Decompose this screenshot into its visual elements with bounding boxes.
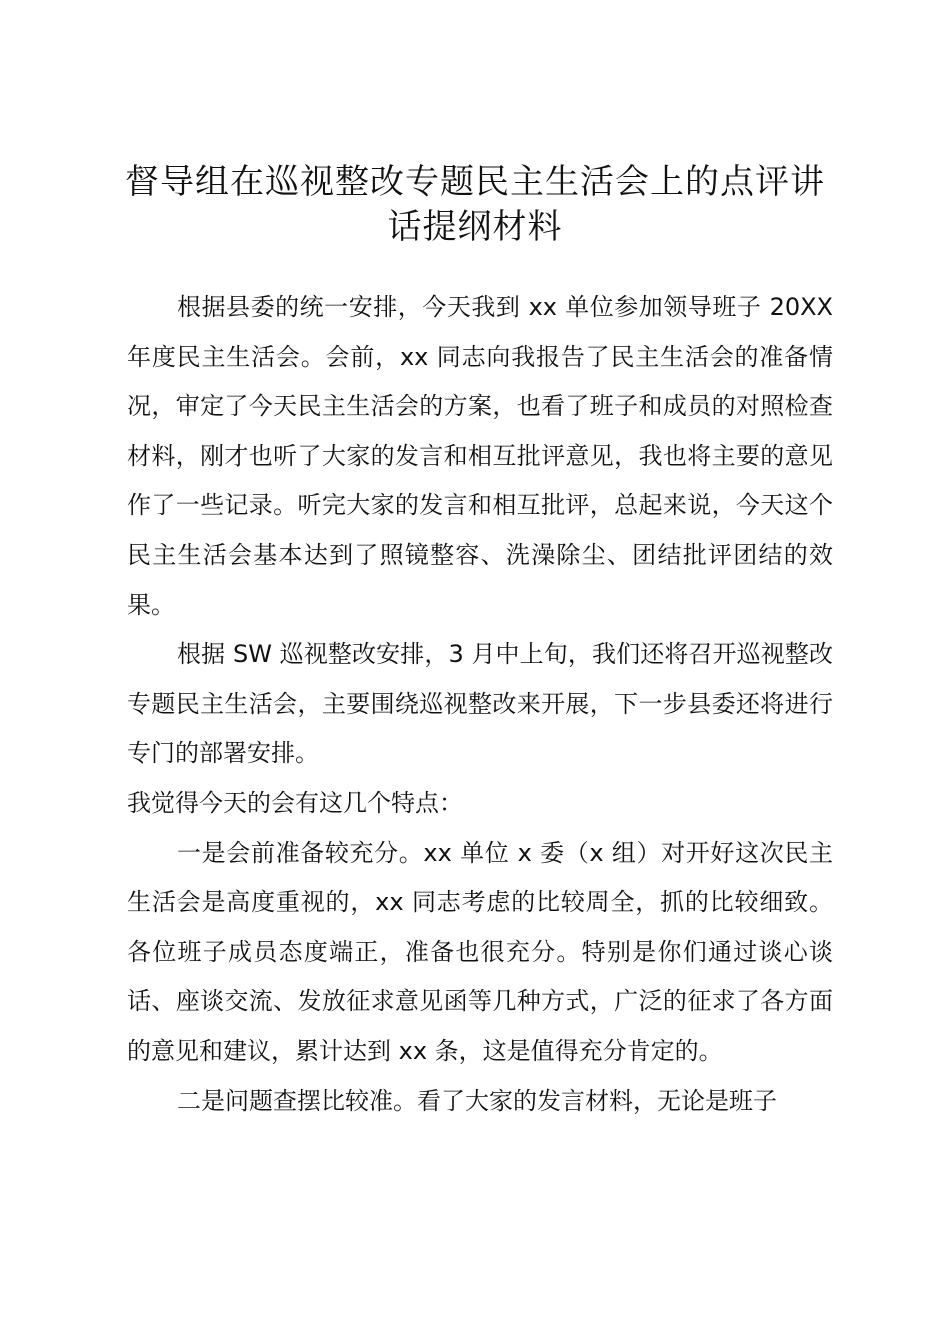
- document-body: [127, 283, 833, 1126]
- title-line-1: 督导组在巡视整改专题民主生活会上的点评讲: [125, 162, 825, 202]
- paragraph-point-two: 二是问题查摆比较准。看了大家的发言材料，无论是班子: [177, 1086, 777, 1115]
- paragraph-features-lead: 我觉得今天的会有这几个特点：: [127, 788, 463, 817]
- paragraph-point-one: 一是会前准备较充分。xx 单位 x 委（x 组）对开好这次民主生活会是高度重视的，xx 同志考虑的比较周全，抓的比较细致。各位班子成员态度端正，准备也很充分。特别是你们通过谈心谈话、座谈交流、发放征求意见函等几种方式，广泛的征求了各方面的意见和建议，累计达到 xx 条，这是值得充分肯定的。: [127, 838, 833, 1065]
- document-title: [110, 160, 840, 250]
- title-line-2: 话提纲材料: [387, 207, 563, 247]
- paragraph-rectification-plan: 根据 SW 巡视整改安排，3 月中上旬，我们还将召开巡视整改专题民主生活会，主要围绕巡视整改来开展，下一步县委还将进行专门的部署安排。: [127, 640, 833, 768]
- paragraph-intro: 根据县委的统一安排，今天我到 xx 单位参加领导班子 20XX 年度民主生活会。会前，xx 同志向我报告了民主生活会的准备情况，审定了今天民主生活会的方案，也看了班子和成员的对照检查材料，刚才也听了大家的发言和相互批评意见，我也将主要的意见作了一些记录。听完大家的发言和相互批评，总起来说，今天这个民主生活会基本达到了照镜整容、洗澡除尘、团结批评团结的效果。: [127, 293, 833, 619]
